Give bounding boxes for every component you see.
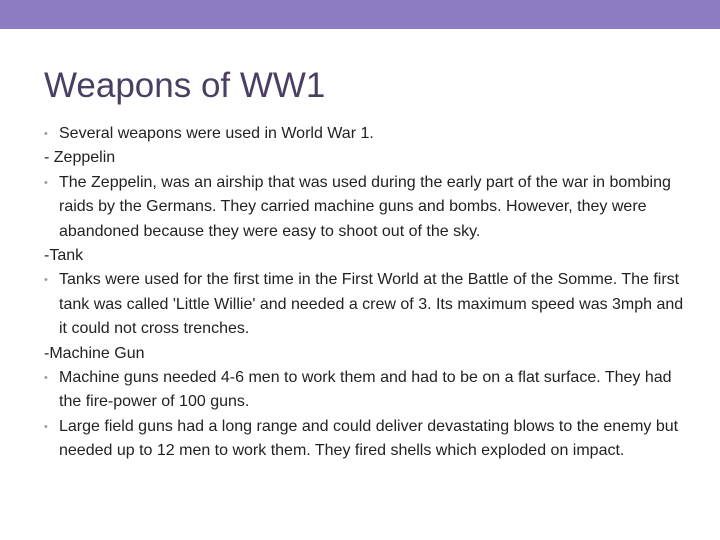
bullet-dot-icon: • [44,372,48,385]
bullet-text: Several weapons were used in World War 1. [59,125,374,142]
bullet-dot-icon: • [44,274,48,287]
bullet-item [44,171,694,244]
slide-title: Weapons of WW1 [44,66,326,105]
top-accent-bar [0,0,720,29]
bullet-dot-icon: • [44,128,48,140]
section-heading-machine-gun: -Machine Gun [44,344,145,362]
section-heading-zeppelin: - Zeppelin [44,149,116,167]
bullet-text: The Zeppelin, was an airship that was used during the early part of the war in bombing raids by the Germans. They carried machine guns and bombs. However, they were abandoned because they were easy to shoot out of the sky. [59,173,671,240]
bullet-item [44,268,694,341]
bullet-item [44,366,694,415]
bullet-dot-icon: • [44,420,48,433]
bullet-item [44,415,694,464]
bullet-dot-icon: • [44,176,48,189]
slide-body [44,122,694,464]
section-heading-tank: -Tank [44,247,84,265]
bullet-text: Machine guns needed 4-6 men to work them and had to be on a flat surface. They had the fire-power of 100 guns. [59,369,672,411]
bullet-item [44,122,694,146]
bullet-text: Large field guns had a long range and could deliver devastating blows to the enemy but needed up to 12 men to work them. They fired shells which exploded on impact. [59,417,679,460]
bullet-text: Tanks were used for the first time in the First World at the Battle of the Somme. The first tank was called 'Little Willie' and needed a crew of 3. Its maximum speed was 3mph and it could not cross trenches. [59,271,684,338]
